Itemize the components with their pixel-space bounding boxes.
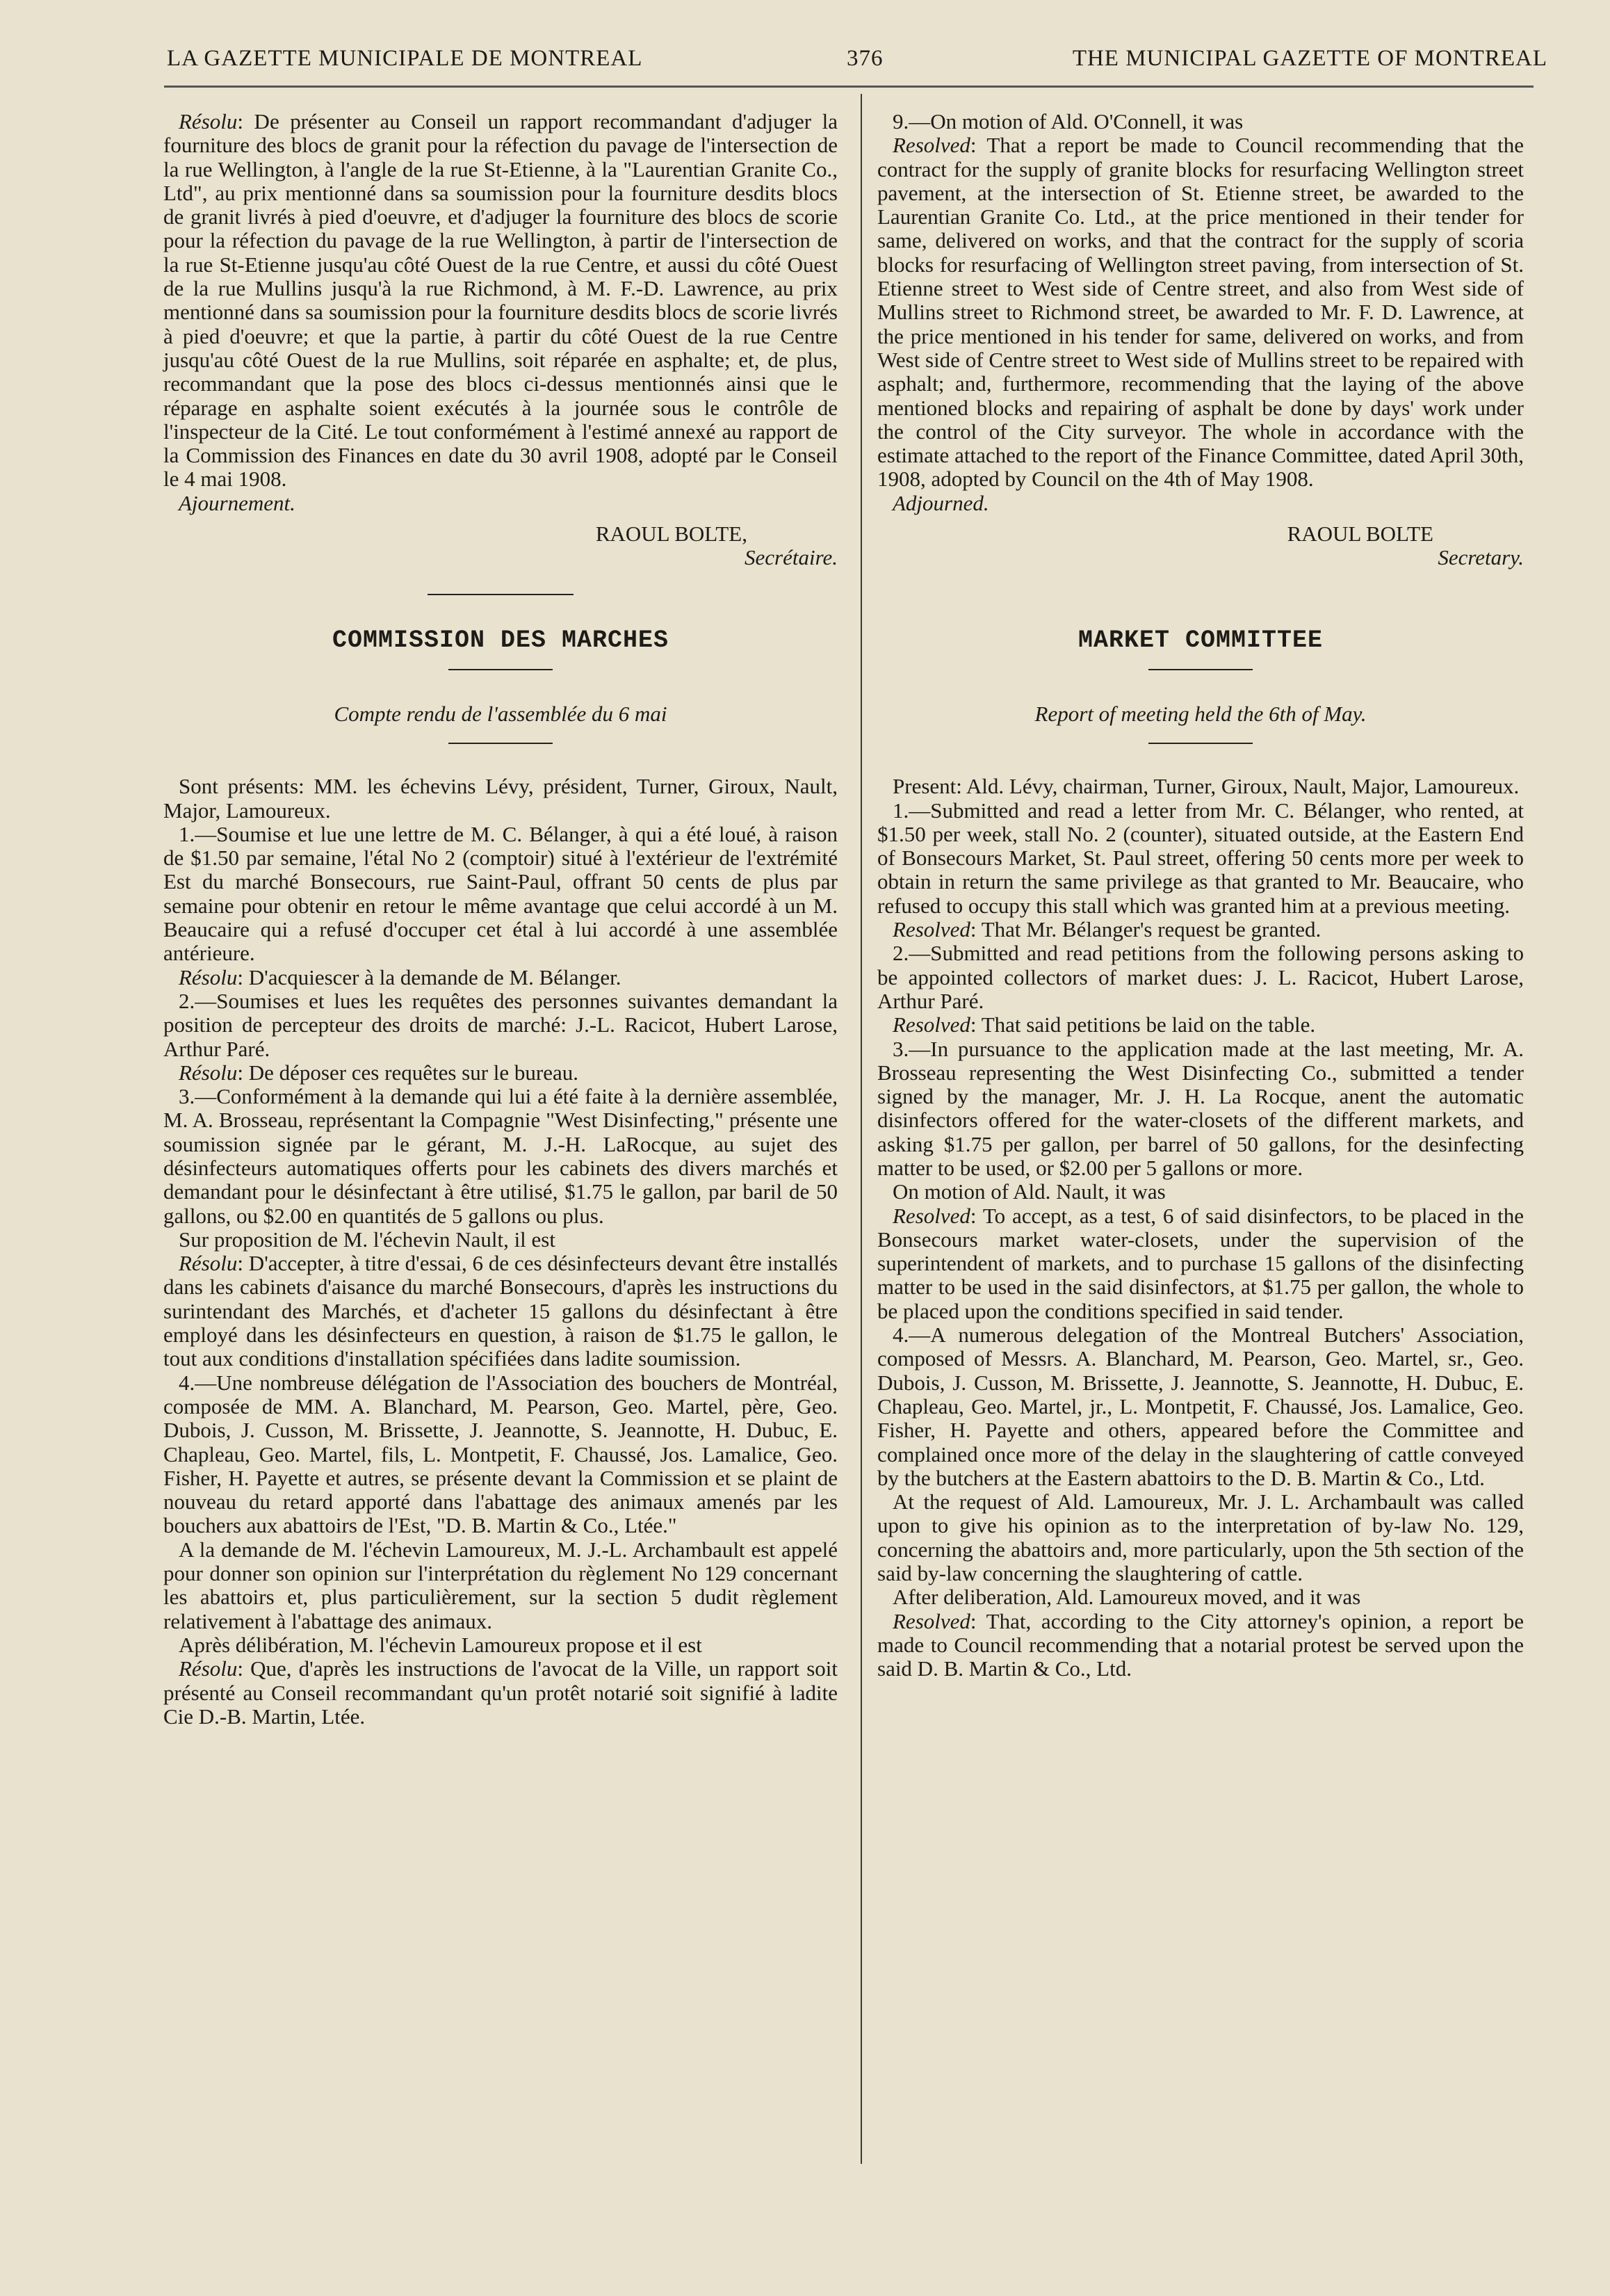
page-header	[167, 42, 1547, 83]
resolution-paragraph	[163, 110, 838, 492]
resolved-4: Resolved: That, according to the City attorney's opinion, a report be made to Council recommending that a notarial protest be served upon the said D. B. Martin & Co., Ltd.	[877, 1608, 1524, 1681]
item-4: 4.—Une nombreuse délégation de l'Association des bouchers de Montréal, composée de MM. A. Blanchard, M. Pearson, Geo. Martel, père, Geo. Dubois, J. Cusson, M. Brissette, J. Jeannotte, S. Jeannotte, H. Dubuc, E. Chapleau, Geo. Martel, fils, L. Montpetit, F. Chaussé, Jos. Lamalice, Geo. Fisher, H. Payette et autres, se présente devant la Commission et se plaint de nouveau du retard apporté dans l'abattage des animaux amenés par les bouchers aux abattoirs de l'Est, "D. B. Martin & Co., Ltée."	[163, 1370, 838, 1538]
title-rule	[448, 669, 553, 670]
resolu-text: : De présenter au Conseil un rapport recommandant d'adjuger la fourniture des blocs de granit pour la réfection du pavage de l'intersection de la rue Wellington, à l'angle de la rue St-Etienne, à la "Laurentian Granite Co., Ltd", au prix mentionné dans sa soumission pour la fourniture desdits blocs de granit livrés à pied d'oeuvre, et d'adjuger la fourniture des blocs de scorie pour la réfection du pavage de la rue Wellington, à partir de l'intersection de la rue St-Etienne jusqu'au côté Ouest de la rue Centre, et aussi du côté Ouest de la rue Mullins jusqu'à la rue Richmond, à M. F.-D. Lawrence, au prix mentionné dans sa soumission pour la fourniture desdits blocs de scorie livrés à pied d'oeuvre; et que la partie, à partir du côté Ouest de la rue Centre jusqu'au côté Ouest de la rue Mullins, soit réparée en asphalte; et, de plus, recommandant que la pose des blocs ci-dessus mentionnés ainsi que le réparage en asphalte soient exécutés à la journée sous le contrôle de l'inspecteur de la Cité. Le tout conformément à l'estimé annexé au rapport de la Commission des Finances en date du 30 avril 1908, adopté par le Conseil le 4 mai 1908.	[163, 109, 838, 492]
page-number: 376	[847, 46, 884, 71]
resolved-label: Resolved	[893, 133, 970, 158]
resolu-1: Résolu: D'acquiescer à la demande de M. Bélanger.	[179, 964, 621, 989]
item-3: 3.—Conformément à la demande qui lui a été faite à la dernière assemblée, M. A. Brosseau, représentant la Compagnie "West Disinfecting," présente une soumission signée par le gérant, M. J.-H. LaRocque, au sujet des désinfecteurs automatiques offerts pour les cabinets des divers marchés et demandant pour le désinfectant à être utilisé, $1.75 le gallon, par baril de 50 gallons, ou $2.00 en quantités de 5 gallons ou plus.	[163, 1084, 838, 1228]
column-divider	[861, 94, 862, 2164]
resolved-3: Resolved: To accept, as a test, 6 of said disinfectors, to be placed in the Bonsecours market water-closets, under the supervision of the superintendent of markets, and to purchase 15 gallons of the disinfecting matter to be used in the said disinfectors, at $1.75 per gallon, the whole to be placed upon the conditions specified in said tender.	[877, 1203, 1524, 1323]
demande-4: A la demande de M. l'échevin Lamoureux, M. J.-L. Archambault est appelé pour donner son opinion sur l'interprétation du règlement No 129 concernant les abattoirs et, plus particulièrement, sur la section 5 dudit règlement relativement à l'abattage des animaux.	[163, 1537, 838, 1633]
french-column	[163, 110, 838, 1729]
item-1: 1.—Soumise et lue une lettre de M. C. Bélanger, à qui a été loué, à raison de $1.50 par semaine, l'étal No 2 (comptoir) situé à l'extérieur de l'extrémité Est du marché Bonsecours, rue Saint-Paul, offrant 50 cents de plus par semaine pour obtenir en retour le même avantage que celui accordé à un M. Beaucaire qui a refusé d'occuper cet étal à lui accordé à une assemblée antérieure.	[163, 821, 838, 966]
resolved-2: Resolved: That said petitions be laid on the table.	[893, 1012, 1316, 1037]
item-4-en: 4.—A numerous delegation of the Montreal Butchers' Association, composed of Messrs. A. Blanchard, M. Pearson, Geo. Martel, sr., Geo. Dubois, J. Cusson, M. Brissette, J. Jeannotte, S. Jeannotte, H. Dubuc, E. Chapleau, Geo. Martel, jr., L. Montpetit, F. Chaussé, Jos. Lamalice, Geo. Fisher, H. Payette and others, appeared before the Committee and complained once more of the delay in the slaughtering of cattle conveyed by the butchers at the Eastern abattoirs to the D. B. Martin & Co., Ltd.	[877, 1323, 1524, 1490]
resolved-text: : That a report be made to Council recommending that the contract for the supply of granite blocks for resurfacing Wellington street pavement, at the intersection of St. Etienne street, be awarded to the Laurentian Granite Co. Ltd., at the price mentioned in their tender for same, delivered on works, and that the contract for the supply of scoria blocks for resurfacing of Wellington street paving, from intersection of St. Etienne street to West side of Centre street, and also from West side of Mullins street to Richmond street, be awarded to Mr. F. D. Lawrence, at the price mentioned in his tender for same, delivered on works, and from West side of Centre street to West side of Mullins street to be repaired with asphalt; and, furthermore, recommending that the laying of the above mentioned blocks and repairing of asphalt be done by days' work under the control of the City surveyor. The whole in accordance with the estimate attached to the report of the Finance Committee, dated April 30th, 1908, adopted by Council on the 4th of May 1908.	[877, 133, 1524, 492]
present-paragraph: Present: Ald. Lévy, chairman, Turner, Giroux, Nault, Major, Lamoureux.	[893, 774, 1520, 799]
deliberation-4: Après délibération, M. l'échevin Lamoureux propose et il est	[179, 1632, 702, 1657]
signature-role: Secrétaire.	[745, 545, 838, 570]
signature-name-en: RAOUL BOLTE	[1287, 522, 1433, 547]
adjourned: Adjourned.	[893, 490, 989, 515]
header-english-title: THE MUNICIPAL GAZETTE OF MONTREAL	[1072, 46, 1547, 71]
item-1-en: 1.—Submitted and read a letter from Mr. C. Bélanger, who rented, at $1.50 per week, stall No. 2 (counter), situated outside, at the Eastern End of Bonsecours Market, St. Paul street, offering 50 cents more per week to obtain in return the same privilege as that granted to Mr. Beaucaire, who refused to occupy this stall which was granted him at a previous meeting.	[877, 798, 1524, 918]
presents-paragraph: Sont présents: MM. les échevins Lévy, président, Turner, Giroux, Nault, Major, Lamoureux.	[163, 774, 838, 823]
signature-role-en: Secretary.	[1438, 545, 1524, 570]
section-subtitle: Compte rendu de l'assemblée du 6 mai	[334, 701, 667, 726]
deliberation-4-en: After deliberation, Ald. Lamoureux moved, and it was	[893, 1585, 1361, 1610]
header-french-title: LA GAZETTE MUNICIPALE DE MONTREAL	[167, 46, 643, 71]
section-title: COMMISSION DES MARCHES	[332, 626, 669, 654]
section-rule	[428, 594, 574, 595]
request-4: At the request of Ald. Lamoureux, Mr. J. L. Archambault was called upon to give his opinion as to the interpretation of by-law No. 129, concerning the abattoirs and, more particularly, upon the 5th section of the said by-law concerning the slaughtering of cattle.	[877, 1489, 1524, 1586]
title-rule-en	[1148, 669, 1253, 670]
resolu-label: Résolu	[179, 109, 238, 134]
item-3-en: 3.—In pursuance to the application made at the last meeting, Mr. A. Brosseau representing the West Disinfecting Co., submitted a tender signed by the manager, Mr. J. H. La Rocque, anent the automatic disinfectors offered for the water-closets of the different markets, and asking $1.75 per gallon, per barrel of 50 gallons, for the desinfecting matter to be used, or $2.00 per 5 gallons or more.	[877, 1036, 1524, 1180]
resolu-3: Résolu: D'accepter, à titre d'essai, 6 de ces désinfecteurs devant être installés dans les cabinets d'aisance du marché Bonsecours, d'après les instructions du surintendant des Marchés, et d'acheter 15 gallons du désinfectant à être employé dans les désinfecteurs en question, à raison de $1.75 le gallon, le tout aux conditions d'installation spécifiées dans ladite soumission.	[163, 1251, 838, 1371]
header-rule	[164, 86, 1534, 88]
motion-3: On motion of Ald. Nault, it was	[893, 1179, 1166, 1204]
resolved-paragraph	[877, 134, 1524, 491]
resolu-4: Résolu: Que, d'après les instructions de l'avocat de la Ville, un rapport soit présenté au Conseil recommandant qu'un protêt notarié soit signifié à ladite Cie D.-B. Martin, Ltée.	[163, 1656, 838, 1729]
english-column	[877, 110, 1524, 1681]
item-2: 2.—Soumises et lues les requêtes des personnes suivantes demandant la position de percepteur des droits de marché: J.-L. Racicot, Hubert Larose, Arthur Paré.	[163, 988, 838, 1061]
section-subtitle-en: Report of meeting held the 6th of May.	[1034, 701, 1367, 726]
resolu-2: Résolu: De déposer ces requêtes sur le bureau.	[179, 1060, 579, 1085]
signature-name: RAOUL BOLTE,	[595, 522, 747, 547]
proposition-3: Sur proposition de M. l'échevin Nault, il est	[179, 1227, 555, 1252]
resolved-1: Resolved: That Mr. Bélanger's request be granted.	[893, 917, 1322, 942]
ajournement: Ajournement.	[179, 490, 295, 515]
section-title-en: MARKET COMMITTEE	[1078, 626, 1324, 654]
motion-intro: 9.—On motion of Ald. O'Connell, it was	[893, 109, 1244, 134]
item-2-en: 2.—Submitted and read petitions from the following persons asking to be appointed collectors of market dues: J. L. Racicot, Hubert Larose, Arthur Paré.	[877, 941, 1524, 1013]
